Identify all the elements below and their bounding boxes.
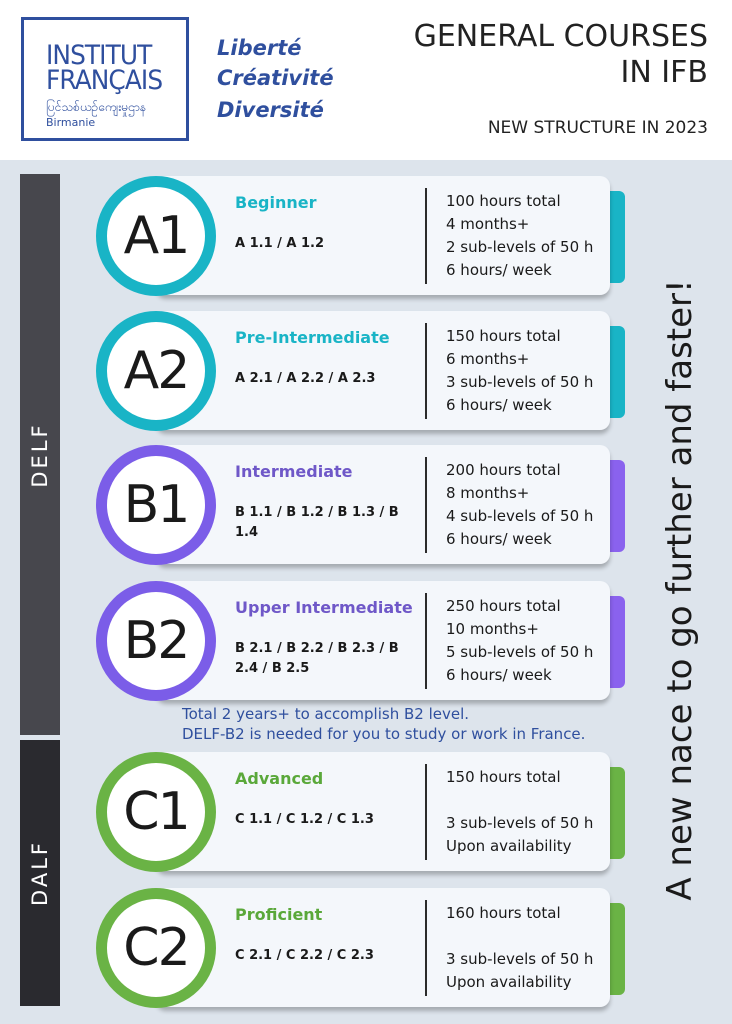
divider — [425, 593, 427, 689]
fact-duration — [446, 925, 593, 948]
note-line1: Total 2 years+ to accomplish B2 level. — [182, 705, 470, 723]
delf-bar — [20, 174, 60, 735]
level-code: C1 — [123, 782, 189, 842]
fact-availability: Upon availability — [446, 837, 572, 855]
logo-line1: INSTITUT — [46, 40, 152, 71]
level-sublevels: A 1.1 / A 1.2 — [235, 236, 325, 251]
fact-availability: Upon availability — [446, 973, 572, 991]
level-sublevels: A 2.1 / A 2.2 / A 2.3 — [235, 371, 376, 386]
card-body — [156, 176, 610, 295]
fact-hours: 150 hours total — [446, 768, 561, 786]
level-facts — [446, 325, 593, 417]
dalf-label: DALF — [28, 840, 52, 906]
level-facts — [446, 459, 593, 551]
divider — [425, 900, 427, 996]
level-name: Upper Intermediate — [235, 598, 413, 617]
level-facts — [446, 595, 593, 687]
fact-weekly: 6 hours/ week — [446, 666, 552, 684]
delf-label: DELF — [28, 421, 52, 488]
page-title-line2: IN IFB — [620, 55, 708, 90]
fact-weekly: 6 hours/ week — [446, 530, 552, 548]
fact-weekly: 6 hours/ week — [446, 261, 552, 279]
level-sublevels: C 1.1 / C 1.2 / C 1.3 — [235, 812, 374, 827]
motto-creativite: Créativité — [217, 66, 334, 90]
fact-hours: 100 hours total — [446, 192, 561, 210]
fact-sublevels: 4 sub-levels of 50 h — [446, 507, 594, 525]
fact-duration: 8 months+ — [446, 484, 530, 502]
level-badge — [96, 888, 216, 1008]
fact-sublevels: 3 sub-levels of 50 h — [446, 950, 594, 968]
level-name: Proficient — [235, 905, 323, 924]
note-line2: DELF-B2 is needed for you to study or work in France. — [182, 725, 586, 743]
level-card-a2 — [96, 311, 631, 436]
card-body — [156, 752, 610, 871]
page-subtitle: NEW STRUCTURE IN 2023 — [487, 118, 708, 138]
level-name: Advanced — [235, 769, 324, 788]
card-body — [156, 445, 610, 564]
fact-hours: 160 hours total — [446, 904, 561, 922]
level-badge — [96, 752, 216, 872]
level-card-b1 — [96, 445, 631, 570]
level-facts — [446, 190, 593, 282]
divider — [425, 188, 427, 284]
level-card-a1 — [96, 176, 631, 301]
divider — [425, 764, 427, 860]
dalf-bar — [20, 740, 60, 1006]
level-badge — [96, 445, 216, 565]
institut-francais-logo — [21, 17, 189, 141]
level-sublevels: B 2.1 / B 2.2 / B 2.3 / B 2.4 / B 2.5 — [235, 641, 399, 676]
level-code: B1 — [123, 475, 189, 535]
card-body — [156, 311, 610, 430]
page-title-line1: GENERAL COURSES — [413, 19, 708, 54]
fact-sublevels: 5 sub-levels of 50 h — [446, 643, 594, 661]
logo-script: ပြင်သစ်ယဉ်ကျေးမှုဌာန — [46, 100, 147, 114]
level-name: Pre-Intermediate — [235, 328, 390, 347]
level-sublevels: B 1.1 / B 1.2 / B 1.3 / B 1.4 — [235, 505, 399, 540]
fact-duration: 6 months+ — [446, 350, 530, 368]
fact-hours: 200 hours total — [446, 461, 561, 479]
level-badge — [96, 176, 216, 296]
level-code: C2 — [123, 918, 189, 978]
card-body — [156, 581, 610, 700]
fact-sublevels: 2 sub-levels of 50 h — [446, 238, 594, 256]
level-code: A1 — [123, 206, 189, 266]
level-sublevels: C 2.1 / C 2.2 / C 2.3 — [235, 948, 374, 963]
level-name: Intermediate — [235, 462, 353, 481]
level-badge — [96, 581, 216, 701]
level-card-c1 — [96, 752, 631, 877]
divider — [425, 457, 427, 553]
fact-duration: 4 months+ — [446, 215, 530, 233]
fact-duration: 10 months+ — [446, 620, 539, 638]
level-code: B2 — [123, 611, 189, 671]
fact-duration — [446, 789, 593, 812]
fact-sublevels: 3 sub-levels of 50 h — [446, 373, 594, 391]
fact-hours: 150 hours total — [446, 327, 561, 345]
level-facts — [446, 902, 593, 994]
slogan: A new nace to go further and faster! — [660, 279, 700, 901]
level-facts — [446, 766, 593, 858]
level-badge — [96, 311, 216, 431]
b2-note — [182, 704, 585, 744]
logo-country: Birmanie — [46, 116, 96, 129]
logo-line2: FRANÇAIS — [46, 65, 163, 96]
level-code: A2 — [123, 341, 189, 401]
fact-weekly: 6 hours/ week — [446, 396, 552, 414]
motto-diversite: Diversité — [217, 98, 324, 122]
card-body — [156, 888, 610, 1007]
level-name: Beginner — [235, 193, 317, 212]
fact-sublevels: 3 sub-levels of 50 h — [446, 814, 594, 832]
fact-hours: 250 hours total — [446, 597, 561, 615]
divider — [425, 323, 427, 419]
motto-liberte: Liberté — [217, 36, 302, 60]
level-card-c2 — [96, 888, 631, 1013]
level-card-b2 — [96, 581, 631, 706]
